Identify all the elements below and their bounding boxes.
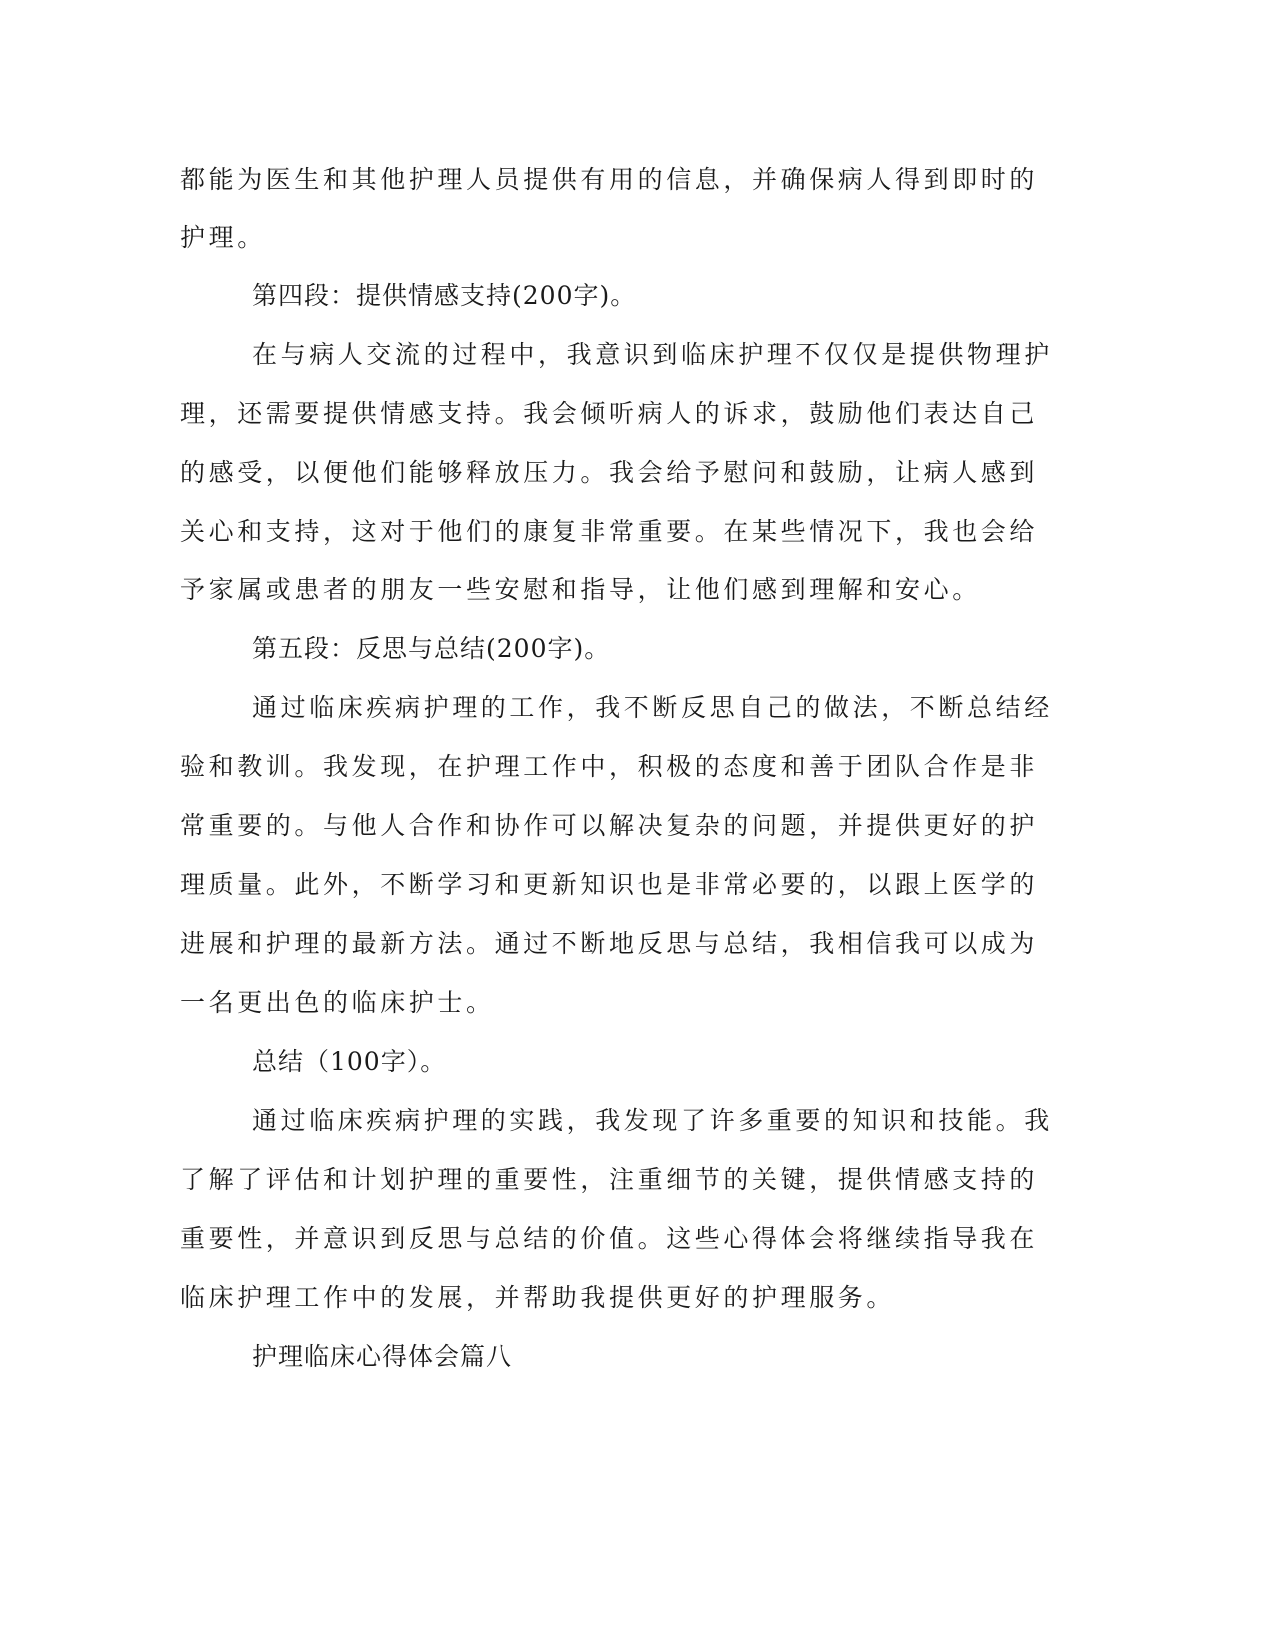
- paragraph-line: 在与病人交流的过程中，我意识到临床护理不仅仅是提供物理护: [252, 340, 1053, 369]
- paragraph-line: 一名更出色的临床护士。: [180, 988, 495, 1017]
- paragraph-line: 临床护理工作中的发展，并帮助我提供更好的护理服务。: [180, 1283, 896, 1312]
- paragraph-line: 了解了评估和计划护理的重要性，注重细节的关键，提供情感支持的: [180, 1165, 1039, 1194]
- paragraph-line: 通过临床疾病护理的实践，我发现了许多重要的知识和技能。我: [252, 1106, 1053, 1135]
- paragraph-line: 理，还需要提供情感支持。我会倾听病人的诉求，鼓励他们表达自己: [180, 399, 1039, 428]
- section-heading-5: 第五段：反思与总结(200字)。: [252, 634, 611, 663]
- paragraph-line: 关心和支持，这对于他们的康复非常重要。在某些情况下，我也会给: [180, 517, 1039, 546]
- paragraph-line: 通过临床疾病护理的工作，我不断反思自己的做法，不断总结经: [252, 693, 1053, 722]
- paragraph-line: 护理。: [180, 223, 266, 252]
- paragraph-line: 常重要的。与他人合作和协作可以解决复杂的问题，并提供更好的护: [180, 811, 1039, 840]
- section-heading-4: 第四段：提供情感支持(200字)。: [252, 281, 637, 310]
- paragraph-line: 予家属或患者的朋友一些安慰和指导，让他们感到理解和安心。: [180, 575, 981, 604]
- paragraph-line: 验和教训。我发现，在护理工作中，积极的态度和善于团队合作是非: [180, 752, 1039, 781]
- paragraph-line: 理质量。此外，不断学习和更新知识也是非常必要的，以跟上医学的: [180, 870, 1039, 899]
- paragraph-line: 进展和护理的最新方法。通过不断地反思与总结，我相信我可以成为: [180, 929, 1039, 958]
- paragraph-line: 的感受，以便他们能够释放压力。我会给予慰问和鼓励，让病人感到: [180, 458, 1039, 487]
- paragraph-line: 重要性，并意识到反思与总结的价值。这些心得体会将继续指导我在: [180, 1224, 1039, 1253]
- paragraph-line: 都能为医生和其他护理人员提供有用的信息，并确保病人得到即时的: [180, 165, 1039, 194]
- summary-heading: 总结（100字）。: [252, 1047, 447, 1076]
- article-title-part-8: 护理临床心得体会篇八: [252, 1342, 513, 1371]
